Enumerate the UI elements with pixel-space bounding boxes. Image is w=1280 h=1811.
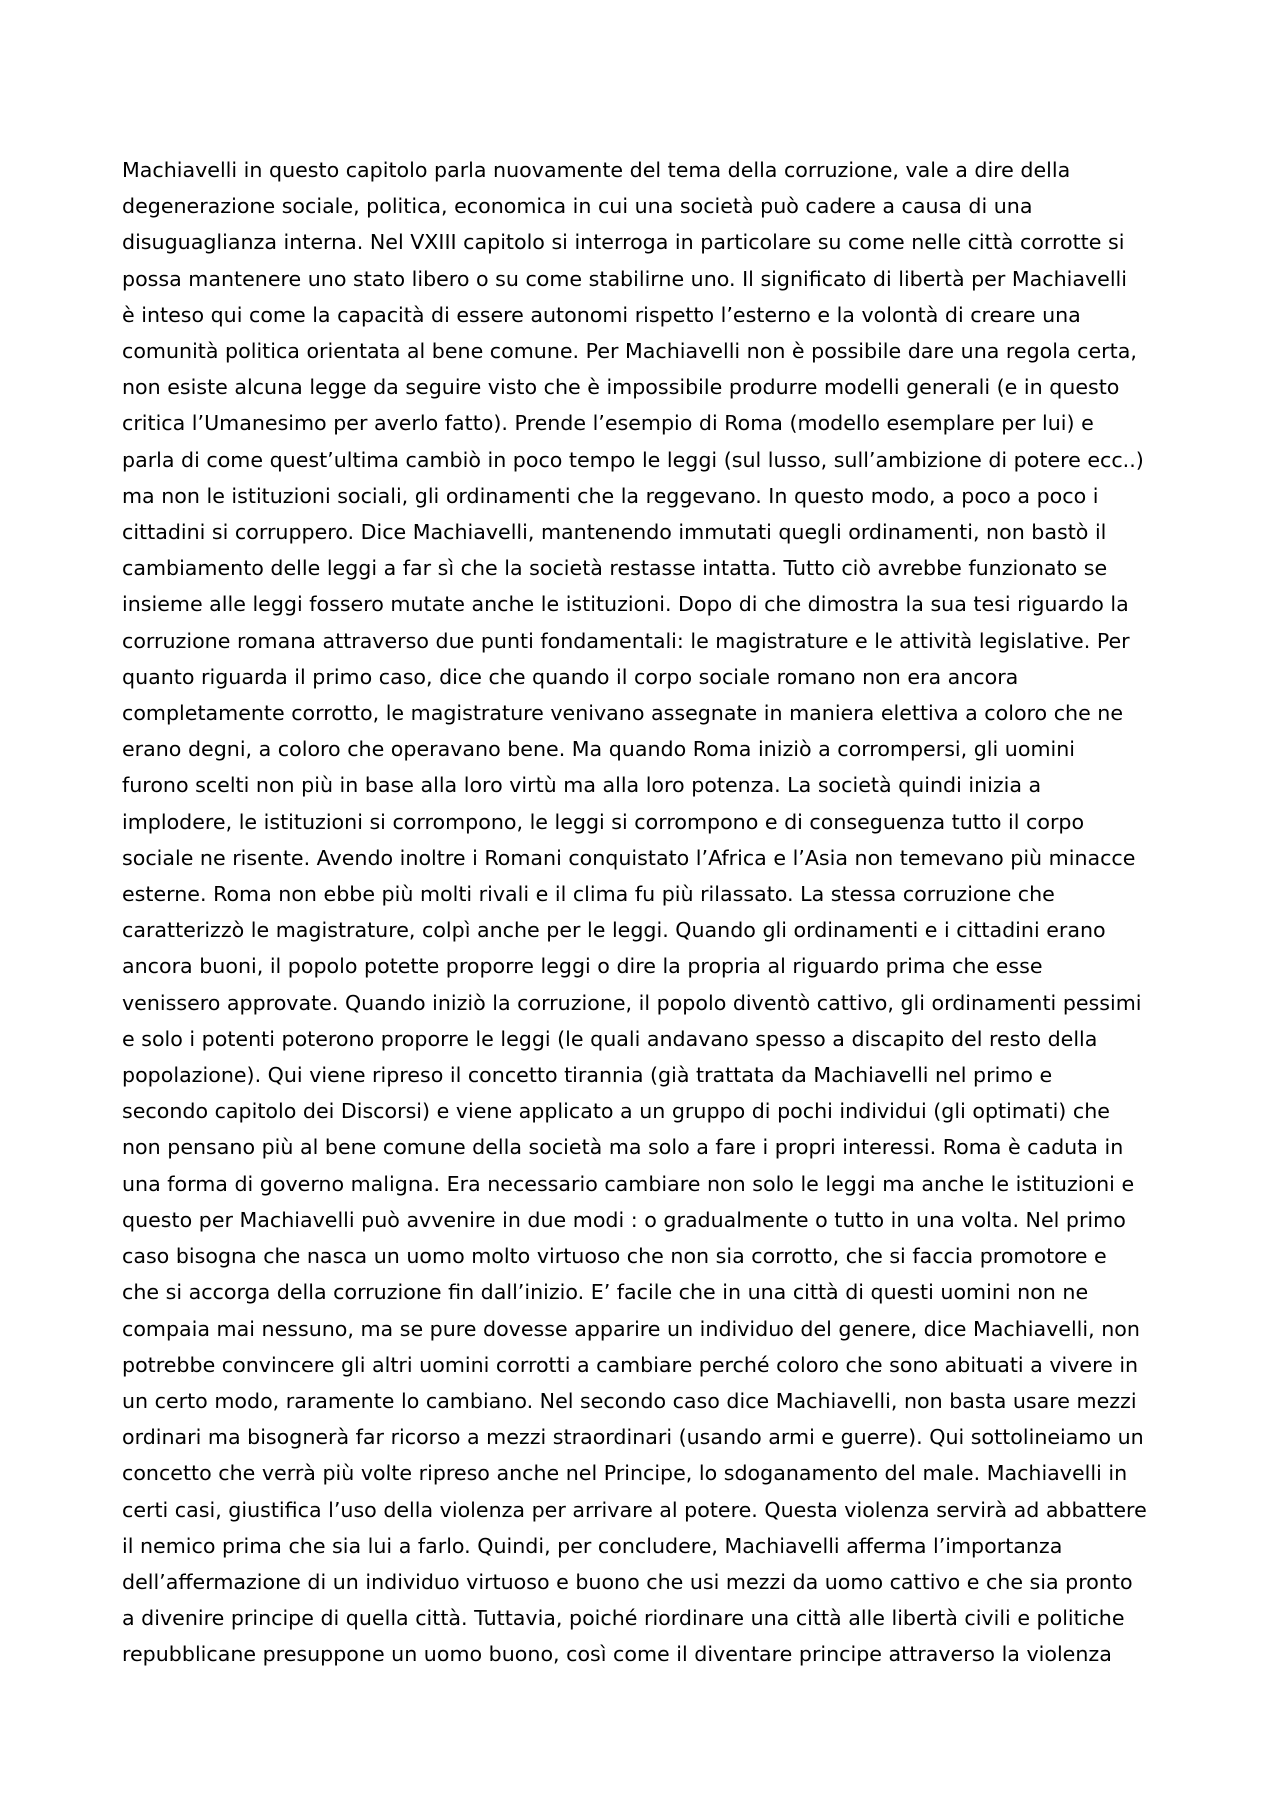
text-line-2: degenerazione sociale, politica, economica in cui una società può cadere a causa di una [122, 194, 1033, 219]
text-line-20: sociale ne risente. Avendo inoltre i Romani conquistato l’Africa e l’Asia non temevano più minacce [122, 845, 1136, 870]
text-line-41: a divenire principe di quella città. Tuttavia, poiché riordinare una città alle libertà civili e politiche [122, 1606, 1125, 1631]
text-line-23: ancora buoni, il popolo potette proporre leggi o dire la propria al riguardo prima che esse [122, 954, 1043, 979]
text-line-21: esterne. Roma non ebbe più molti rivali e il clima fu più rilassato. La stessa corruzione che [122, 882, 1055, 907]
text-line-6: comunità politica orientata al bene comune. Per Machiavelli non è possibile dare una regola certa, [122, 339, 1137, 364]
text-line-34: potrebbe convincere gli altri uomini corrotti a cambiare perché coloro che sono abituati a vivere in [122, 1352, 1139, 1377]
text-line-29: una forma di governo maligna. Era necessario cambiare non solo le leggi ma anche le istituzioni e [122, 1171, 1135, 1196]
text-line-36: ordinari ma bisognerà far ricorso a mezzi straordinari (usando armi e guerre). Qui sottolineiamo un [122, 1425, 1144, 1450]
body-paragraph [122, 152, 1172, 1673]
text-line-11: cittadini si corruppero. Dice Machiavelli, mantenendo immutati quegli ordinamenti, non bastò il [122, 520, 1107, 545]
text-line-39: il nemico prima che sia lui a farlo. Quindi, per concludere, Machiavelli afferma l’importanza [122, 1533, 1063, 1558]
text-line-35: un certo modo, raramente lo cambiano. Nel secondo caso dice Machiavelli, non basta usare mezzi [122, 1388, 1137, 1413]
text-line-37: concetto che verrà più volte ripreso anche nel Principe, lo sdoganamento del male. Machiavelli in [122, 1461, 1128, 1486]
text-line-16: completamente corrotto, le magistrature venivano assegnate in maniera elettiva a coloro che ne [122, 701, 1124, 726]
text-line-40: dell’affermazione di un individuo virtuoso e buono che usi mezzi da uomo cattivo e che sia pronto [122, 1569, 1133, 1594]
text-line-22: caratterizzò le magistrature, colpì anche per le leggi. Quando gli ordinamenti e i cittadini erano [122, 918, 1106, 943]
text-line-27: secondo capitolo dei Discorsi) e viene applicato a un gruppo di pochi individui (gli optimati) che [122, 1099, 1110, 1124]
text-line-10: ma non le istituzioni sociali, gli ordinamenti che la reggevano. In questo modo, a poco a poco i [122, 483, 1099, 508]
text-line-14: corruzione romana attraverso due punti fondamentali: le magistrature e le attività legislative. Per [122, 628, 1130, 653]
text-line-33: compaia mai nessuno, ma se pure dovesse apparire un individuo del genere, dice Machiavelli, non [122, 1316, 1140, 1341]
text-line-26: popolazione). Qui viene ripreso il concetto tirannia (già trattata da Machiavelli nel primo e [122, 1063, 1053, 1088]
text-line-15: quanto riguarda il primo caso, dice che quando il corpo sociale romano non era ancora [122, 664, 1019, 689]
text-line-4: possa mantenere uno stato libero o su come stabilirne uno. Il significato di libertà per Machiavelli [122, 266, 1127, 291]
text-line-30: questo per Machiavelli può avvenire in due modi : o gradualmente o tutto in una volta. Nel primo [122, 1207, 1126, 1232]
text-line-28: non pensano più al bene comune della società ma solo a fare i propri interessi. Roma è caduta in [122, 1135, 1124, 1160]
text-line-12: cambiamento delle leggi a far sì che la società restasse intatta. Tutto ciò avrebbe funzionato se [122, 556, 1108, 581]
text-line-8: critica l’Umanesimo per averlo fatto). Prende l’esempio di Roma (modello esemplare per lui) e [122, 411, 1094, 436]
text-line-13: insieme alle leggi fossero mutate anche le istituzioni. Dopo di che dimostra la sua tesi riguardo la [122, 592, 1129, 617]
text-line-1: Machiavelli in questo capitolo parla nuovamente del tema della corruzione, vale a dire della [122, 158, 1071, 182]
text-line-31: caso bisogna che nasca un uomo molto virtuoso che non sia corrotto, che si faccia promotore e [122, 1244, 1107, 1269]
text-line-19: implodere, le istituzioni si corrompono, le leggi si corrompono e di conseguenza tutto il corpo [122, 809, 1085, 834]
text-line-38: certi casi, giustifica l’uso della violenza per arrivare al potere. Questa violenza servirà ad abbattere [122, 1497, 1147, 1522]
text-line-24: venissero approvate. Quando iniziò la corruzione, il popolo diventò cattivo, gli ordinamenti pessimi [122, 990, 1142, 1015]
text-line-18: furono scelti non più in base alla loro virtù ma alla loro potenza. La società quindi inizia a [122, 773, 1042, 798]
text-line-9: parla di come quest’ultima cambiò in poco tempo le leggi (sul lusso, sull’ambizione di potere ecc..) [122, 447, 1144, 472]
text-line-7: non esiste alcuna legge da seguire visto che è impossibile produrre modelli generali (e in questo [122, 375, 1120, 400]
text-line-42: repubblicane presuppone un uomo buono, così come il diventare principe attraverso la violenza [122, 1642, 1112, 1667]
text-line-5: è inteso qui come la capacità di essere autonomi rispetto l’esterno e la volontà di creare una [122, 302, 1081, 327]
text-line-3: disuguaglianza interna. Nel VXIII capitolo si interroga in particolare su come nelle città corrotte si [122, 230, 1125, 255]
text-line-25: e solo i potenti poterono proporre le leggi (le quali andavano spesso a discapito del resto della [122, 1026, 1098, 1051]
text-line-32: che si accorga della corruzione fin dall’inizio. E’ facile che in una città di questi uomini non ne [122, 1280, 1089, 1305]
text-line-17: erano degni, a coloro che operavano bene. Ma quando Roma iniziò a corrompersi, gli uomini [122, 737, 1076, 762]
